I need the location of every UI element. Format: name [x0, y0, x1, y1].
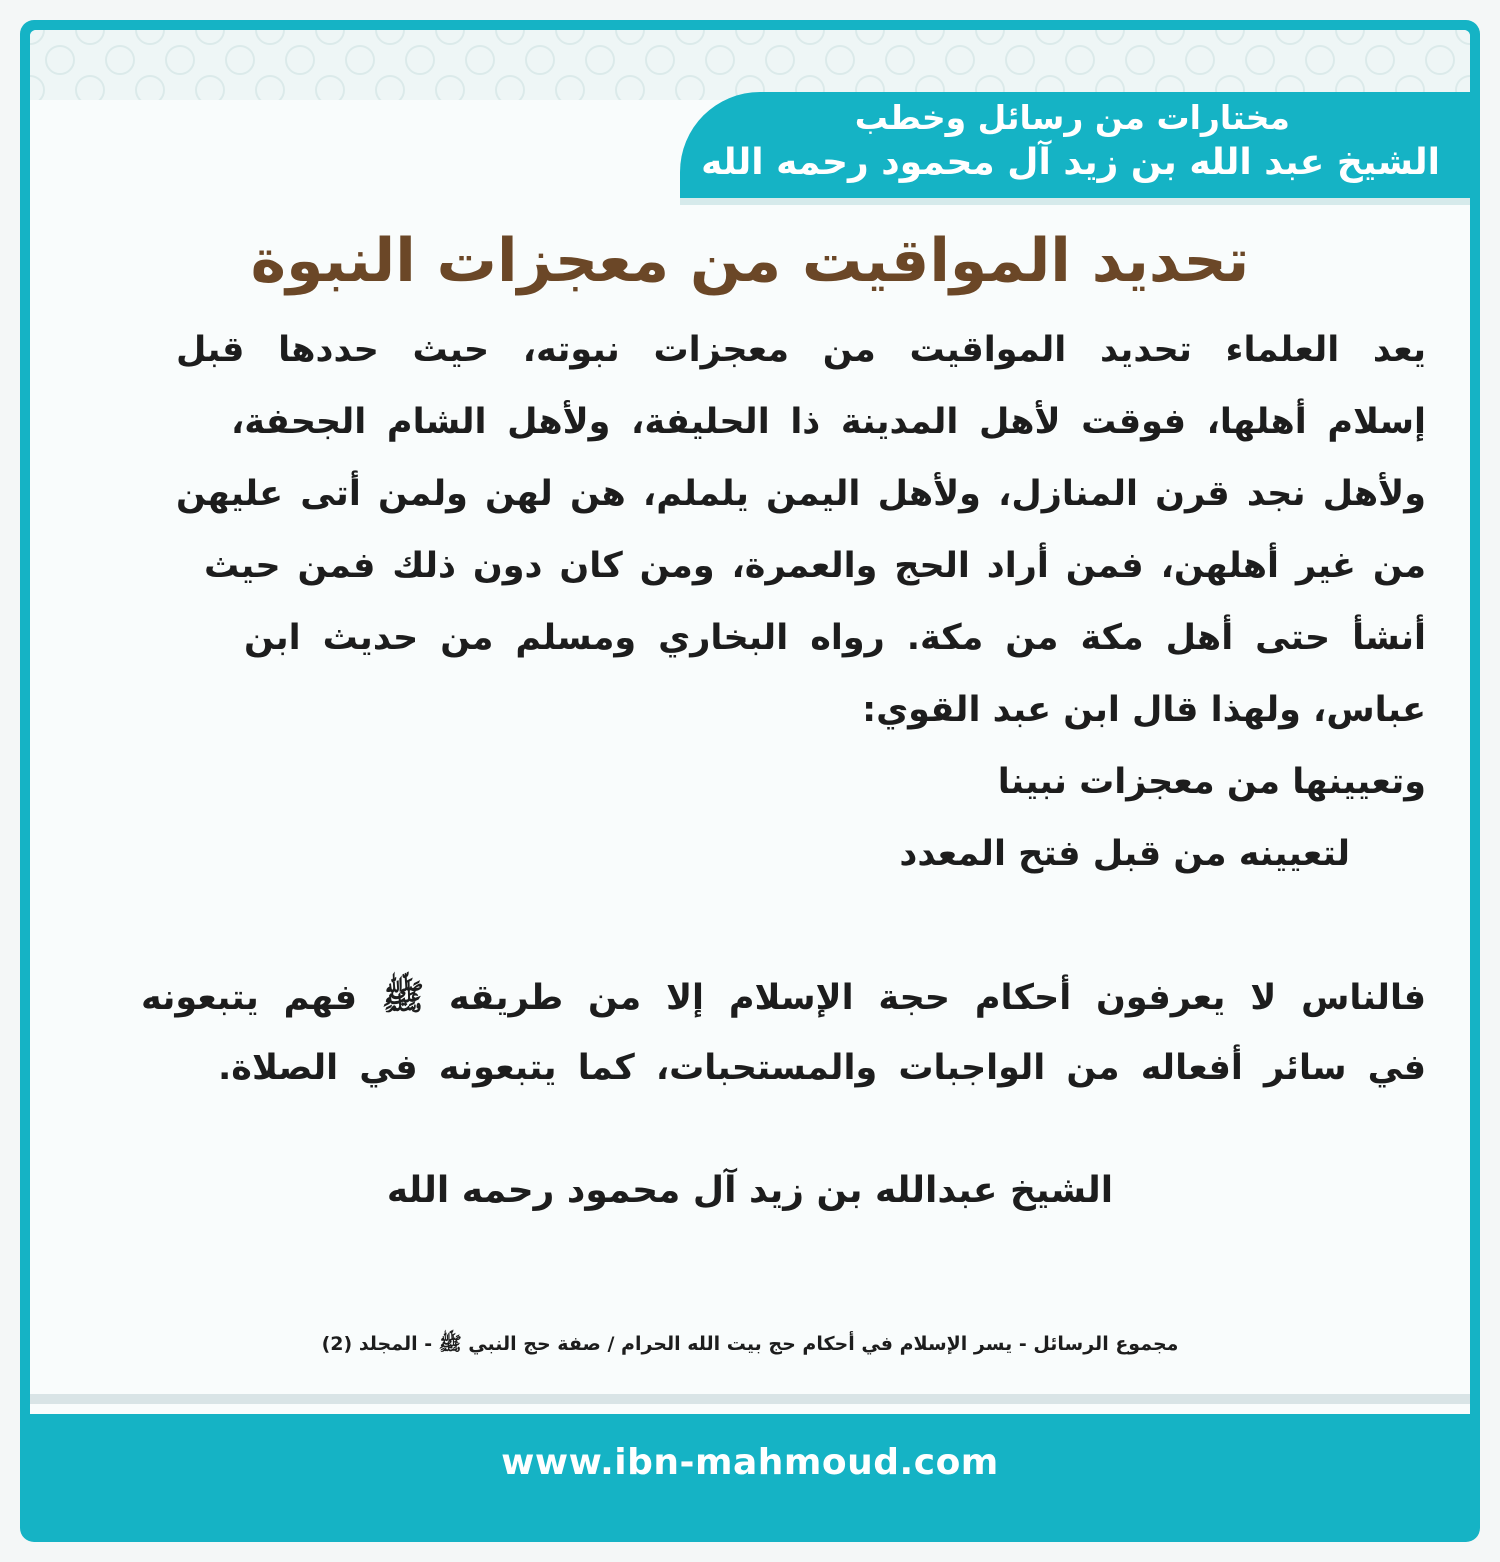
body-line: ولأهل نجد قرن المنازل، ولأهل اليمن يلملم، هن لهن ولمن أتى عليهن: [176, 474, 1426, 514]
decorative-pattern: [30, 30, 1470, 100]
header-banner: [680, 92, 1470, 198]
verse-line: وتعيينها من معجزات نبينا: [997, 762, 1426, 802]
body-line: إسلام أهلها، فوقت لأهل المدينة ذا الحليفة، ولأهل الشام الجحفة،: [231, 402, 1426, 442]
footer-divider: [30, 1394, 1470, 1404]
body-line: في سائر أفعاله من الواجبات والمستحبات، كما يتبعونه في الصلاة.: [218, 1048, 1426, 1088]
body-line: عباس، ولهذا قال ابن عبد القوي:: [862, 690, 1426, 730]
website-url: www.ibn-mahmoud.com: [501, 1442, 999, 1483]
body-line: يعد العلماء تحديد المواقيت من معجزات نبوته، حيث حددها قبل: [176, 330, 1426, 370]
body-line: أنشأ حتى أهل مكة من مكة. رواه البخاري ومسلم من حديث ابن: [244, 618, 1426, 658]
body-line: فالناس لا يعرفون أحكام حجة الإسلام إلا من طريقه ﷺ فهم يتبعونه: [141, 978, 1426, 1018]
author-signature: الشيخ عبدالله بن زيد آل محمود رحمه الله: [386, 1170, 1114, 1211]
verse-line: لتعيينه من قبل فتح المعدد: [899, 834, 1350, 874]
source-citation: مجموع الرسائل - يسر الإسلام في أحكام حج بيت الله الحرام / صفة حج النبي ﷺ - المجلد (2): [321, 1333, 1179, 1355]
header-series-title: مختارات من رسائل وخطب: [854, 98, 1290, 137]
header-author-name: الشيخ عبد الله بن زيد آل محمود رحمه الله: [701, 142, 1440, 183]
page-title: تحديد المواقيت من معجزات النبوة: [250, 226, 1250, 296]
body-line: من غير أهلهن، فمن أراد الحج والعمرة، ومن كان دون ذلك فمن حيث: [204, 546, 1426, 586]
